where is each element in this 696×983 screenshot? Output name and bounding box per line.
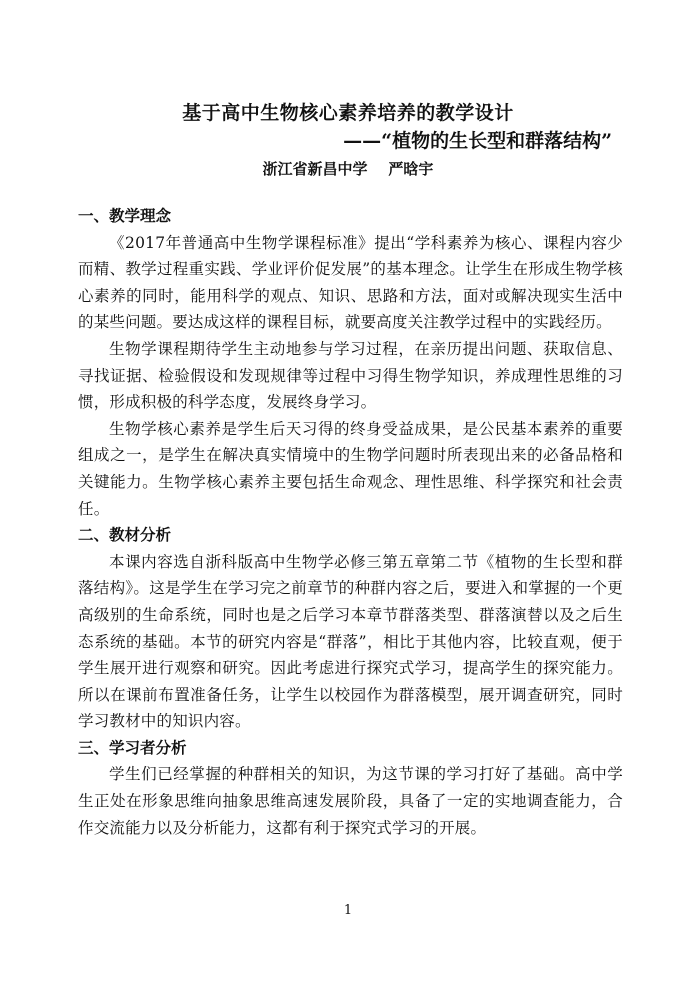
document-author: 浙江省新昌中学 严晗宇: [262, 160, 434, 178]
section-heading: 一、教学理念: [78, 206, 172, 225]
document-body: [78, 203, 623, 841]
section-heading: 三、学习者分析: [78, 737, 187, 757]
paragraph: 生物学课程期待学生主动地参与学习过程，在亲历提出问题、获取信息、寻找证据、检验假设和发现规律等过程中习得生物学知识，养成理性思维的习惯，形成积极的科学态度，发展终身学习。: [78, 339, 623, 412]
page-number: 1: [343, 903, 353, 918]
paragraph: 《2017年普通高中生物学课程标准》提出“学科素养为核心、课程内容少而精、教学过程重实践、学业评价促发展”的基本理念。让学生在形成生物学核心素养的同时，能用科学的观点、知识、思路和方法，面对或解决现实生活中的某些问题。要达成这样的课程目标，就要高度关注教学过程中的实践经历。: [78, 233, 623, 332]
section-heading: 二、教材分析: [78, 525, 172, 545]
section-textbook-analysis: [78, 522, 623, 735]
section-teaching-philosophy: [78, 203, 623, 522]
paragraph: 本课内容选自浙科版高中生物学必修三第五章第二节《植物的生长型和群落结构》。这是学生在学习完之前章节的种群内容之后，要进入和掌握的一个更高级别的生命系统，同时也是之后学习本章节群落类型、群落演替以及之后生态系统的基础。本节的研究内容是“群落”，相比于其他内容，比较直观，便于学生展开进行观察和研究。因此考虑进行探究式学习，提高学生的探究能力。所以在课前布置准备任务，让学生以校园作为群落模型，展开调查研究，同时学习教材中的知识内容。: [78, 552, 623, 731]
document-title: 基于高中生物核心素养培养的教学设计: [182, 102, 514, 124]
document-subtitle: ——“植物的生长型和群落结构”: [343, 130, 612, 152]
paragraph: 生物学核心素养是学生后天习得的终身受益成果，是公民基本素养的重要组成之一，是学生在解决真实情境中的生物学问题时所表现出来的必备品格和关键能力。生物学核心素养主要包括生命观念、理性思维、科学探究和社会责任。: [78, 419, 623, 518]
section-learner-analysis: [78, 735, 623, 841]
paragraph: 学生们已经掌握的种群相关的知识，为这节课的学习打好了基础。高中学生正处在形象思维向抽象思维高速发展阶段，具备了一定的实地调查能力，合作交流能力以及分析能力，这都有利于探究式学习的开展。: [78, 765, 623, 837]
